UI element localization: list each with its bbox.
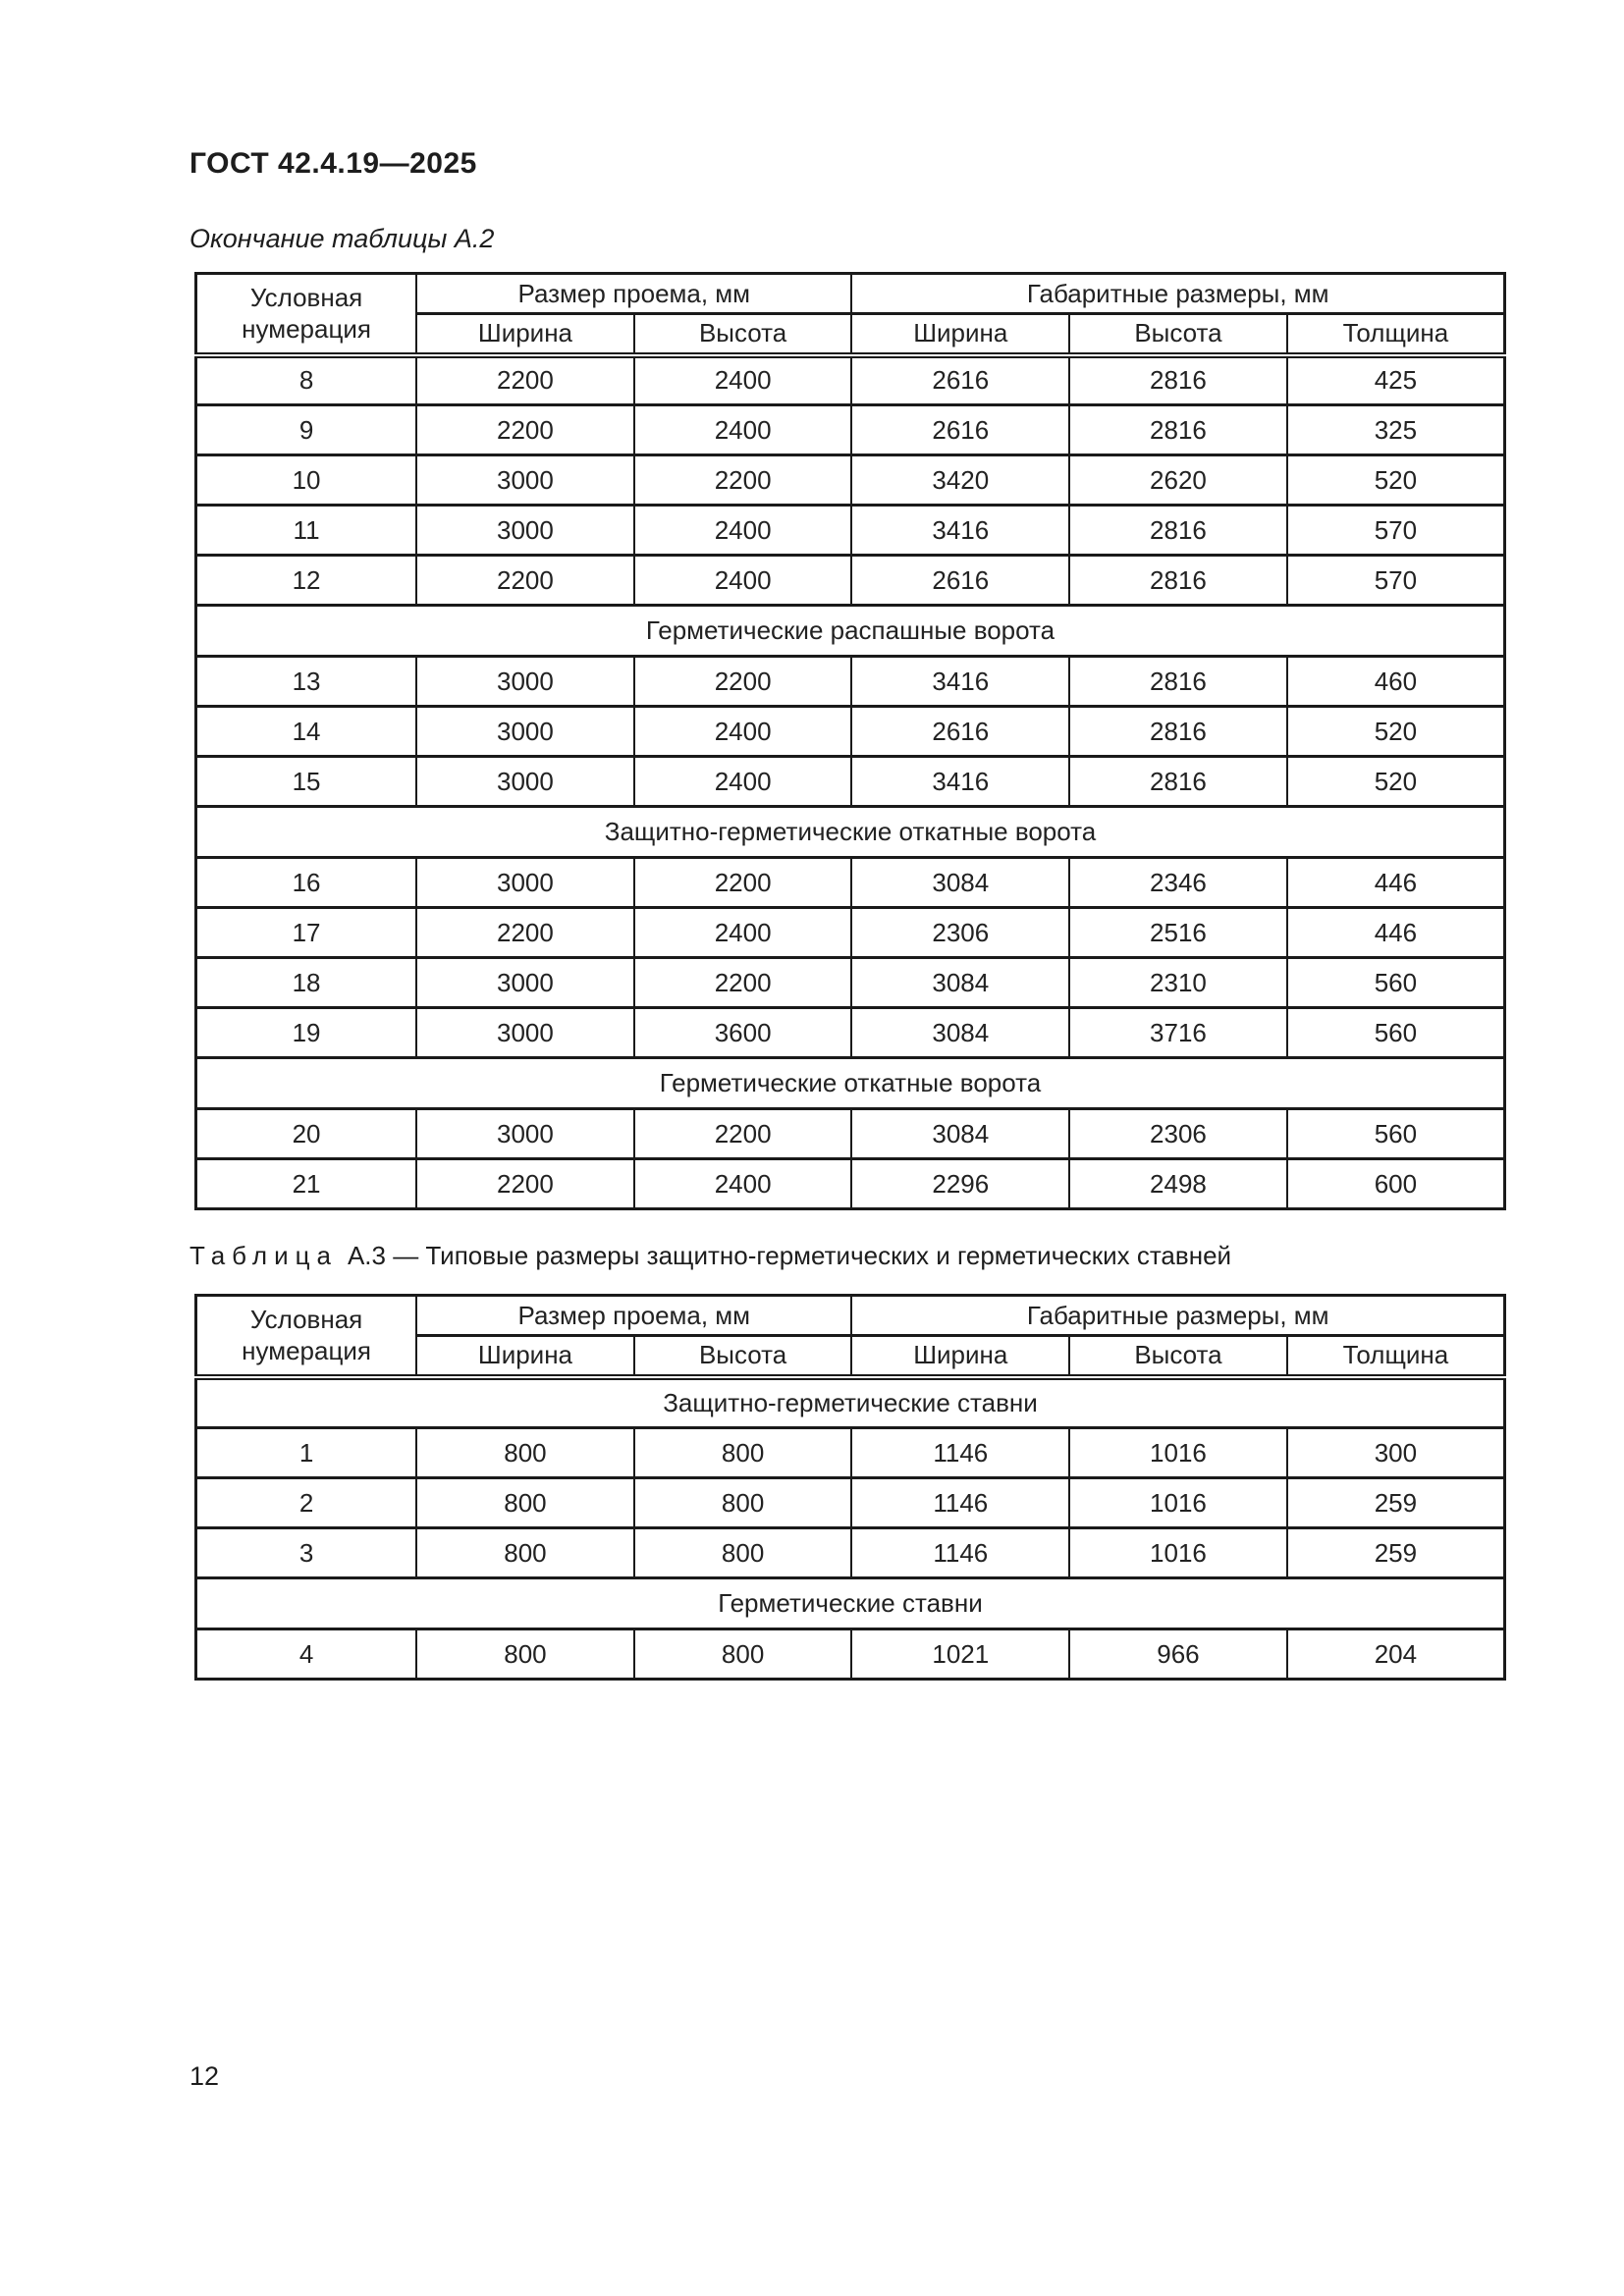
cell-value: 3000 — [416, 657, 634, 707]
cell-value: 3000 — [416, 455, 634, 506]
cell-value: 2616 — [851, 707, 1069, 757]
cell-value: 2400 — [634, 757, 852, 807]
table-row — [196, 1109, 1505, 1159]
cell-value: 3000 — [416, 707, 634, 757]
header-overall-height: Высота — [1069, 1336, 1287, 1377]
cell-value: 800 — [634, 1478, 852, 1528]
cell-value: 560 — [1287, 1008, 1505, 1058]
cell-value: 325 — [1287, 405, 1505, 455]
cell-value: 520 — [1287, 757, 1505, 807]
cell-value: 446 — [1287, 858, 1505, 908]
cell-value: 3084 — [851, 858, 1069, 908]
cell-value: 3000 — [416, 1109, 634, 1159]
cell-value: 3084 — [851, 1109, 1069, 1159]
cell-value: 1016 — [1069, 1478, 1287, 1528]
cell-value: 2816 — [1069, 657, 1287, 707]
header-overall-thickness: Толщина — [1287, 314, 1505, 355]
cell-value: 800 — [416, 1428, 634, 1478]
cell-row-number: 15 — [196, 757, 417, 807]
cell-value: 2816 — [1069, 405, 1287, 455]
cell-value: 2200 — [416, 355, 634, 405]
table-row — [196, 757, 1505, 807]
cell-value: 2306 — [1069, 1109, 1287, 1159]
cell-value: 800 — [416, 1629, 634, 1680]
header-numbering: Условная нумерация — [196, 274, 417, 355]
header-overall-width: Ширина — [851, 1336, 1069, 1377]
cell-value: 2296 — [851, 1159, 1069, 1209]
header-opening-height: Высота — [634, 314, 852, 355]
cell-value: 3416 — [851, 657, 1069, 707]
cell-row-number: 3 — [196, 1528, 417, 1578]
header-opening-height: Высота — [634, 1336, 852, 1377]
header-overall-thickness: Толщина — [1287, 1336, 1505, 1377]
header-opening-size-group: Размер проема, мм — [416, 274, 851, 314]
cell-value: 2200 — [416, 1159, 634, 1209]
cell-value: 800 — [634, 1428, 852, 1478]
cell-value: 2400 — [634, 405, 852, 455]
table-a2-continuation-label: Окончание таблицы А.2 — [189, 224, 495, 253]
cell-value: 2200 — [416, 405, 634, 455]
cell-value: 2816 — [1069, 757, 1287, 807]
table-a3-caption-text: А.3 — Типовые размеры защитно-герметических и герметических ставней — [347, 1241, 1232, 1270]
table-a3 — [194, 1294, 1506, 1681]
cell-value: 600 — [1287, 1159, 1505, 1209]
table-row — [196, 355, 1505, 405]
cell-value: 2616 — [851, 405, 1069, 455]
table-a2-header — [196, 274, 1505, 355]
cell-value: 570 — [1287, 556, 1505, 606]
cell-value: 1146 — [851, 1528, 1069, 1578]
table-row — [196, 707, 1505, 757]
cell-value: 2200 — [634, 657, 852, 707]
cell-value: 2200 — [634, 1109, 852, 1159]
cell-row-number: 20 — [196, 1109, 417, 1159]
cell-value: 3416 — [851, 757, 1069, 807]
cell-value: 3000 — [416, 757, 634, 807]
cell-value: 800 — [416, 1478, 634, 1528]
header-row-groups — [196, 1296, 1505, 1336]
cell-row-number: 12 — [196, 556, 417, 606]
cell-value: 2400 — [634, 908, 852, 958]
cell-value: 2310 — [1069, 958, 1287, 1008]
cell-row-number: 14 — [196, 707, 417, 757]
cell-value: 2516 — [1069, 908, 1287, 958]
cell-value: 2616 — [851, 556, 1069, 606]
cell-value: 1021 — [851, 1629, 1069, 1680]
table-row — [196, 1159, 1505, 1209]
table-a2 — [194, 272, 1506, 1210]
cell-value: 3000 — [416, 506, 634, 556]
cell-row-number: 17 — [196, 908, 417, 958]
cell-value: 425 — [1287, 355, 1505, 405]
table-row — [196, 1008, 1505, 1058]
cell-row-number: 11 — [196, 506, 417, 556]
section-row — [196, 1578, 1505, 1629]
cell-value: 2400 — [634, 506, 852, 556]
section-label: Герметические ставни — [196, 1578, 1505, 1629]
section-label: Герметические откатные ворота — [196, 1058, 1505, 1109]
cell-row-number: 16 — [196, 858, 417, 908]
table-row — [196, 858, 1505, 908]
cell-value: 2346 — [1069, 858, 1287, 908]
cell-value: 3416 — [851, 506, 1069, 556]
cell-value: 2200 — [416, 908, 634, 958]
cell-value: 560 — [1287, 1109, 1505, 1159]
table-a2-body — [196, 355, 1505, 1209]
cell-row-number: 1 — [196, 1428, 417, 1478]
cell-value: 2816 — [1069, 707, 1287, 757]
cell-value: 3084 — [851, 958, 1069, 1008]
header-opening-size-group: Размер проема, мм — [416, 1296, 851, 1336]
header-row-groups — [196, 274, 1505, 314]
header-overall-width: Ширина — [851, 314, 1069, 355]
cell-value: 3600 — [634, 1008, 852, 1058]
cell-value: 520 — [1287, 455, 1505, 506]
cell-value: 1016 — [1069, 1528, 1287, 1578]
header-overall-size-group: Габаритные размеры, мм — [851, 1296, 1504, 1336]
cell-row-number: 21 — [196, 1159, 417, 1209]
header-numbering: Условная нумерация — [196, 1296, 417, 1377]
cell-row-number: 19 — [196, 1008, 417, 1058]
cell-value: 2616 — [851, 355, 1069, 405]
cell-row-number: 2 — [196, 1478, 417, 1528]
table-row — [196, 1528, 1505, 1578]
cell-value: 2400 — [634, 355, 852, 405]
section-row — [196, 1058, 1505, 1109]
cell-value: 2200 — [634, 455, 852, 506]
cell-value: 300 — [1287, 1428, 1505, 1478]
table-row — [196, 1478, 1505, 1528]
table-row — [196, 657, 1505, 707]
cell-value: 259 — [1287, 1478, 1505, 1528]
cell-value: 2400 — [634, 1159, 852, 1209]
table-a3-header — [196, 1296, 1505, 1377]
cell-value: 3420 — [851, 455, 1069, 506]
cell-value: 2200 — [416, 556, 634, 606]
section-row — [196, 807, 1505, 858]
cell-value: 1146 — [851, 1478, 1069, 1528]
cell-value: 2620 — [1069, 455, 1287, 506]
cell-value: 446 — [1287, 908, 1505, 958]
cell-value: 520 — [1287, 707, 1505, 757]
page-number: 12 — [189, 2061, 220, 2091]
header-overall-height: Высота — [1069, 314, 1287, 355]
table-row — [196, 506, 1505, 556]
cell-value: 1146 — [851, 1428, 1069, 1478]
cell-value: 3000 — [416, 1008, 634, 1058]
cell-value: 2816 — [1069, 506, 1287, 556]
cell-value: 3000 — [416, 858, 634, 908]
cell-value: 2816 — [1069, 556, 1287, 606]
cell-value: 800 — [634, 1528, 852, 1578]
cell-value: 800 — [634, 1629, 852, 1680]
cell-row-number: 13 — [196, 657, 417, 707]
table-row — [196, 455, 1505, 506]
cell-value: 2498 — [1069, 1159, 1287, 1209]
cell-value: 966 — [1069, 1629, 1287, 1680]
table-a3-caption-word: Таблица — [189, 1241, 338, 1270]
cell-value: 259 — [1287, 1528, 1505, 1578]
cell-value: 3716 — [1069, 1008, 1287, 1058]
section-row — [196, 1377, 1505, 1428]
cell-value: 2200 — [634, 858, 852, 908]
table-row — [196, 1629, 1505, 1680]
cell-row-number: 8 — [196, 355, 417, 405]
cell-value: 2400 — [634, 556, 852, 606]
table-a3-body — [196, 1377, 1505, 1680]
table-a3-caption — [189, 1241, 1231, 1271]
cell-value: 3000 — [416, 958, 634, 1008]
cell-row-number: 9 — [196, 405, 417, 455]
table-row — [196, 405, 1505, 455]
document-title: ГОСТ 42.4.19—2025 — [189, 147, 477, 180]
cell-row-number: 18 — [196, 958, 417, 1008]
table-row — [196, 556, 1505, 606]
header-opening-width: Ширина — [416, 1336, 634, 1377]
cell-value: 560 — [1287, 958, 1505, 1008]
cell-row-number: 4 — [196, 1629, 417, 1680]
section-label: Защитно-герметические ставни — [196, 1377, 1505, 1428]
cell-value: 570 — [1287, 506, 1505, 556]
cell-row-number: 10 — [196, 455, 417, 506]
cell-value: 1016 — [1069, 1428, 1287, 1478]
cell-value: 204 — [1287, 1629, 1505, 1680]
cell-value: 2306 — [851, 908, 1069, 958]
cell-value: 2200 — [634, 958, 852, 1008]
cell-value: 3084 — [851, 1008, 1069, 1058]
table-row — [196, 908, 1505, 958]
cell-value: 2400 — [634, 707, 852, 757]
table-row — [196, 1428, 1505, 1478]
table-row — [196, 958, 1505, 1008]
cell-value: 460 — [1287, 657, 1505, 707]
section-label: Герметические распашные ворота — [196, 606, 1505, 657]
section-row — [196, 606, 1505, 657]
header-opening-width: Ширина — [416, 314, 634, 355]
header-overall-size-group: Габаритные размеры, мм — [851, 274, 1504, 314]
cell-value: 800 — [416, 1528, 634, 1578]
cell-value: 2816 — [1069, 355, 1287, 405]
section-label: Защитно-герметические откатные ворота — [196, 807, 1505, 858]
